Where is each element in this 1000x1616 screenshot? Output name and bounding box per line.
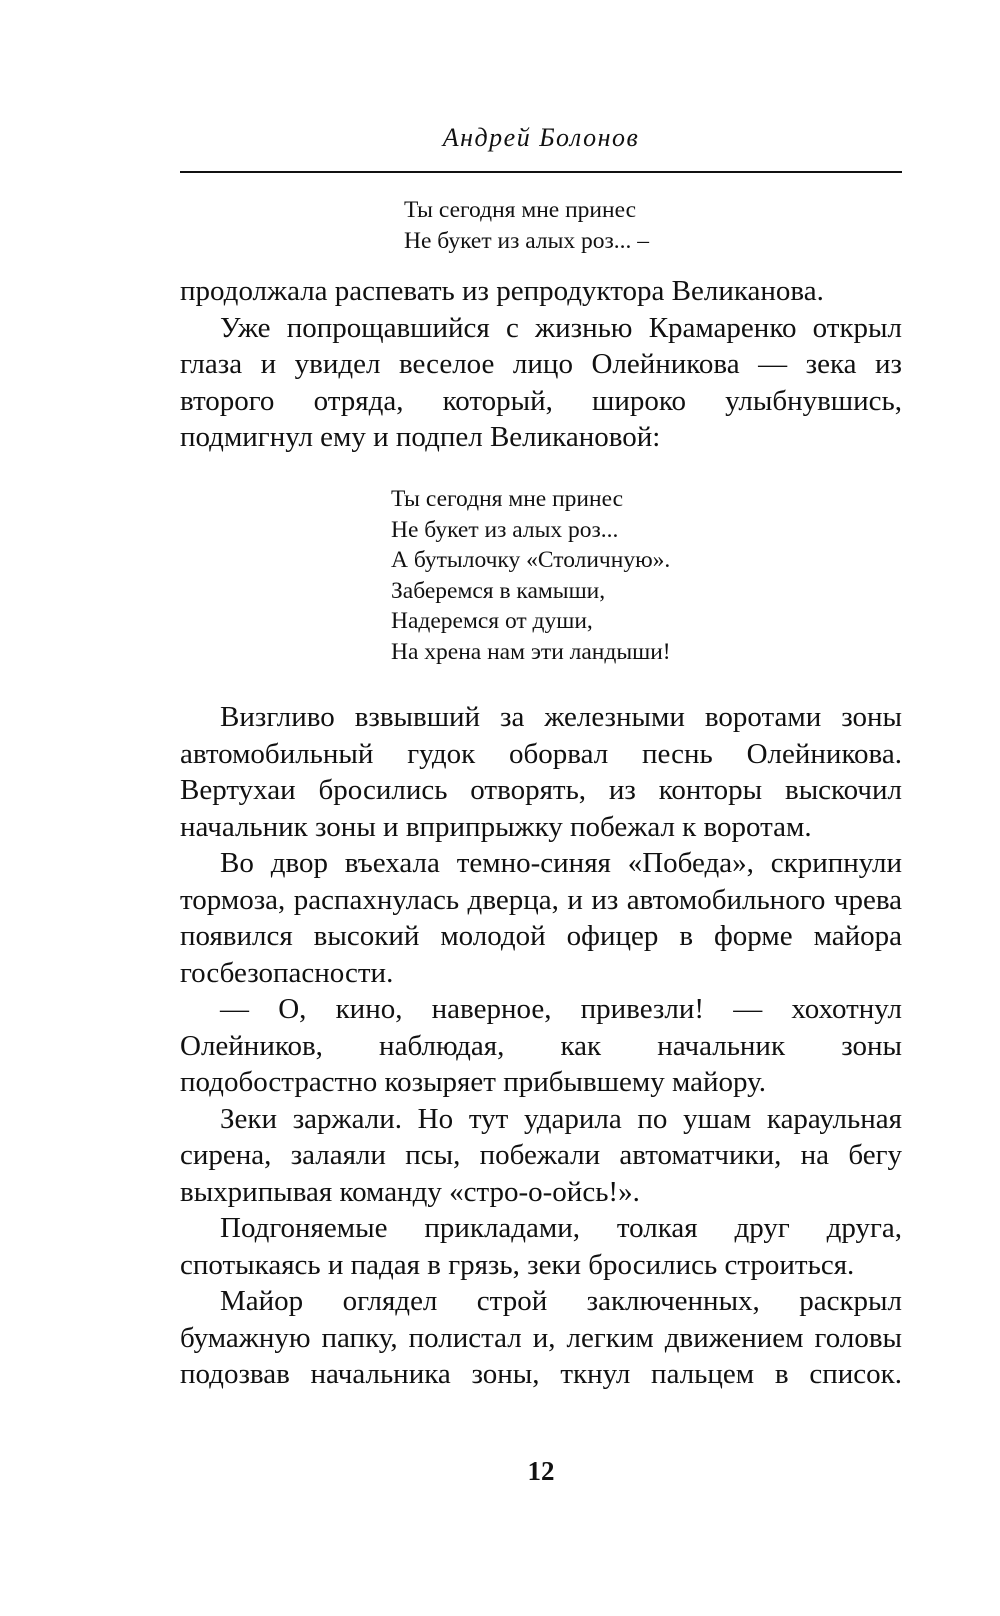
paragraph: продолжала распевать из репродуктора Великанова. bbox=[180, 275, 824, 307]
prose-block-2 bbox=[180, 699, 902, 1393]
prose-block-1 bbox=[180, 273, 902, 456]
paragraph: Уже попрощавшийся с жизнью Крамаренко открыл глаза и увидел веселое лицо Олейникова — зека из второго отряда, который, широко улыбнувшись, подмигнул ему и подпел Великановой: bbox=[180, 311, 902, 453]
verse-line: Не букет из алых роз... bbox=[391, 516, 619, 543]
page-number: 12 bbox=[527, 1456, 555, 1486]
paragraph: Зеки заржали. Но тут ударила по ушам караульная сирена, залаяли псы, побежали автоматчики, на бегу выхрипывая команду «стро-о-ойсь!». bbox=[180, 1102, 902, 1208]
paragraph: Майор оглядел строй заключенных, раскрыл бумажную папку, полистал и, легким движением головы подозвав начальника зоны, ткнул пальцем в список. bbox=[180, 1285, 902, 1390]
verse-line: Надеремся от души, bbox=[391, 608, 593, 634]
paragraph: Во двор въехала темно-синяя «Победа», скрипнули тормоза, распахнулась дверца, и из автомобильного чрева появился высокий молодой офицер в форме майора госбезопасности. bbox=[180, 847, 902, 989]
verse-line: Ты сегодня мне принес bbox=[391, 486, 624, 512]
verse-block-1 bbox=[404, 195, 649, 257]
verse-line: А бутылочку «Столичную». bbox=[391, 547, 671, 573]
paragraph: Подгоняемые прикладами, толкая друг друга, спотыкаясь и падая в грязь, зеки бросились строиться. bbox=[180, 1212, 902, 1281]
header-divider bbox=[180, 171, 902, 173]
paragraph: — О, кино, наверное, привезли! — хохотнул Олейников, наблюдая, как начальник зоны подобострастно козыряет прибывшему майору. bbox=[180, 993, 902, 1098]
verse-line: На хрена нам эти ландыши! bbox=[391, 638, 671, 665]
verse-block-2 bbox=[391, 484, 671, 667]
verse-line: Заберемся в камыши, bbox=[391, 577, 606, 604]
verse-line: Ты сегодня мне принес bbox=[404, 197, 637, 223]
paragraph: Визгливо взвывший за железными воротами зоны автомобильный гудок оборвал песнь Олейникова. Вертухаи бросились отворять, из конторы выскочил начальник зоны и вприпрыжку побежал к воротам. bbox=[180, 701, 902, 843]
verse-line: Не букет из алых роз... – bbox=[404, 228, 650, 254]
running-title: Андрей Болонов bbox=[442, 123, 640, 152]
